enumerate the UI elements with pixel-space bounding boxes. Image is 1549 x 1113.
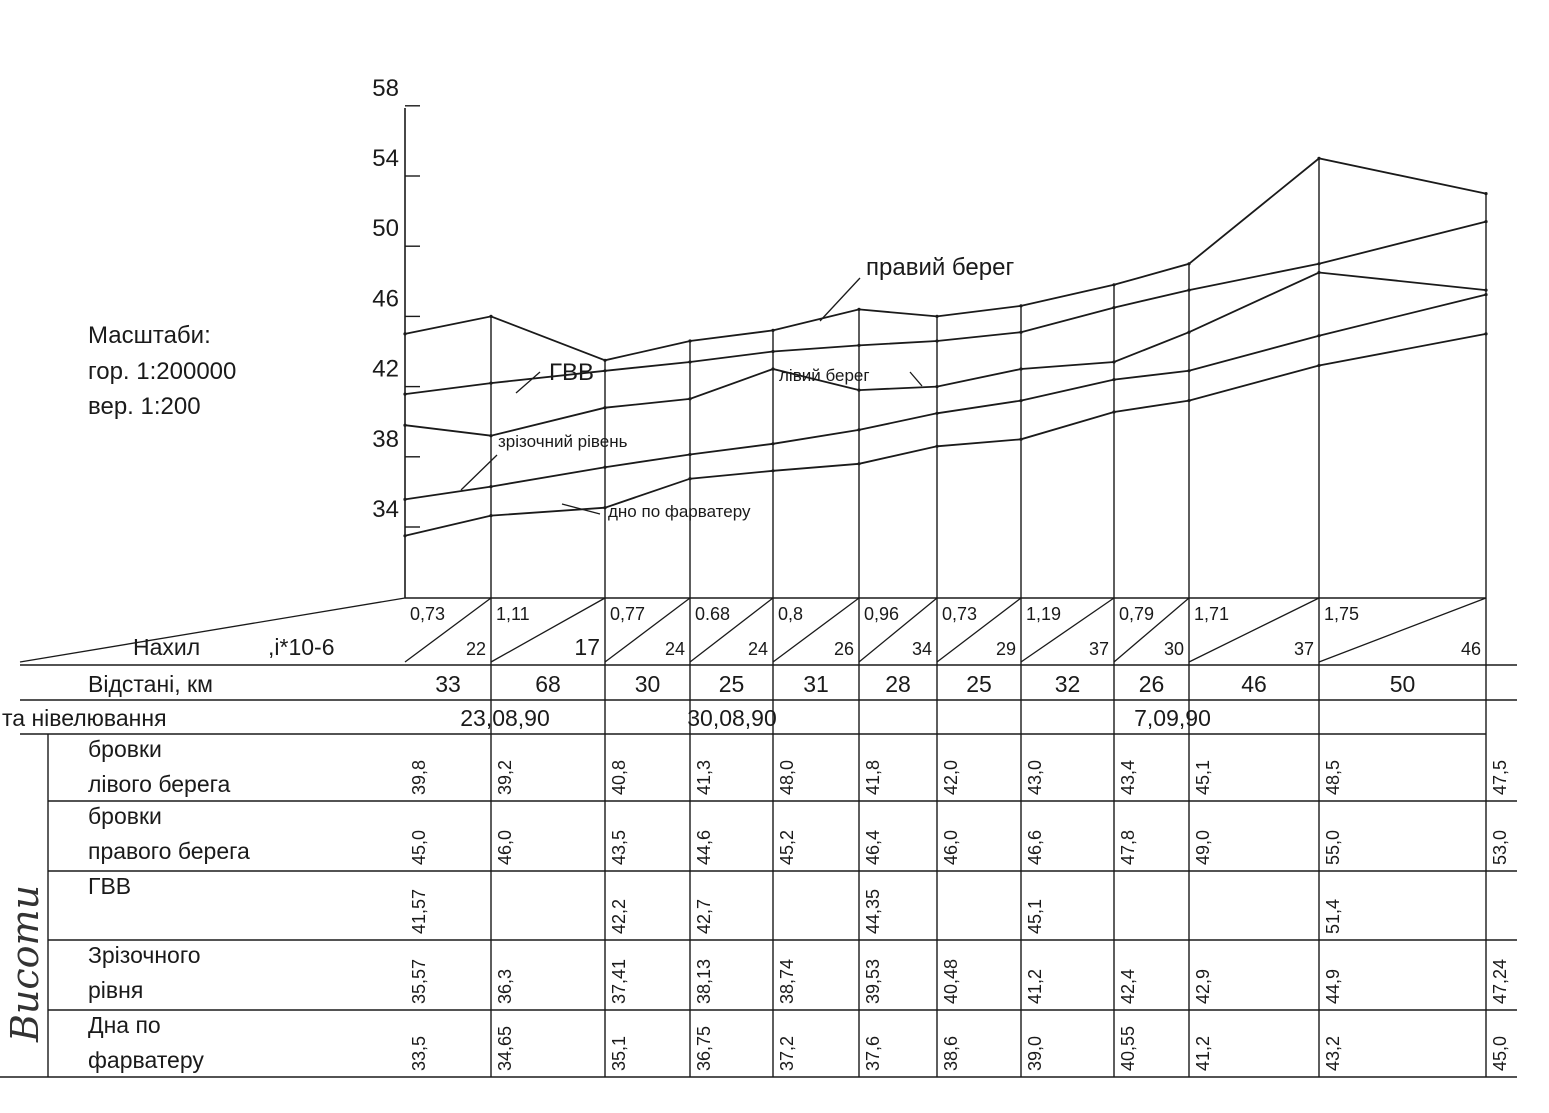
distance-value: 25: [966, 671, 992, 697]
series-point-gvv: [1019, 331, 1022, 334]
slope-length: 37: [1088, 639, 1109, 659]
heights-side-label: Висоти: [3, 884, 47, 1042]
series-point-cut_level: [1019, 399, 1022, 402]
slope-length: 24: [747, 639, 768, 659]
y-tick-label: 42: [372, 355, 399, 383]
slope-length: 37: [1293, 639, 1314, 659]
series-point-left_bank: [1187, 331, 1190, 334]
height-value: 41,57: [409, 888, 429, 934]
height-value: 43,5: [609, 829, 629, 865]
height-value: 34,65: [495, 1025, 515, 1071]
series-point-gvv: [1112, 306, 1115, 309]
series-point-right_bank: [935, 315, 938, 318]
date-value: 30,08,90: [687, 705, 777, 731]
height-value: 40,48: [941, 958, 961, 1004]
series-point-right_bank: [603, 359, 606, 362]
height-value: 46,0: [941, 829, 961, 865]
height-value: 39,53: [863, 958, 883, 1004]
series-point-left_bank: [489, 434, 492, 437]
series-point-right_bank: [1112, 283, 1115, 286]
slope-value: 0,96: [864, 604, 900, 624]
series-point-bottom: [1019, 438, 1022, 441]
height-value: 39,0: [1025, 1035, 1045, 1071]
series-point-gvv: [603, 369, 606, 372]
height-value: 42,2: [609, 898, 629, 934]
height-value: 41,3: [694, 759, 714, 795]
series-point-gvv: [1187, 289, 1190, 292]
height-value: 46,4: [863, 829, 883, 865]
height-row-label: бровки: [88, 736, 162, 762]
distance-value: 68: [535, 671, 561, 697]
height-value: 39,2: [495, 759, 515, 795]
slope-length: 22: [465, 639, 486, 659]
series-point-bottom: [1112, 410, 1115, 413]
height-value: 42,9: [1193, 968, 1213, 1004]
height-value: 45,1: [1025, 898, 1045, 934]
height-value: 38,6: [941, 1035, 961, 1071]
height-value: 41,2: [1025, 968, 1045, 1004]
series-point-bottom: [489, 514, 492, 517]
slope-length: 34: [911, 639, 932, 659]
height-value: 41,8: [863, 759, 883, 795]
series-point-left_bank: [1019, 367, 1022, 370]
series-point-bottom: [603, 506, 606, 509]
series-label-cut_level: зрізочний рівень: [498, 432, 628, 451]
series-point-cut_level: [603, 466, 606, 469]
distance-value: 25: [718, 671, 745, 697]
slope-value: 0,8: [778, 604, 804, 624]
height-value: 44,9: [1323, 968, 1343, 1004]
date-value: 23,08,90: [460, 705, 550, 731]
slope-value: 0,73: [410, 604, 446, 624]
height-value: 37,6: [863, 1035, 883, 1071]
series-line-cut_level: [405, 295, 1486, 500]
height-value: 51,4: [1323, 898, 1343, 934]
height-value: 44,6: [694, 829, 714, 865]
slope-unit: ,i*10-6: [268, 634, 335, 660]
slope-length: 30: [1163, 639, 1184, 659]
series-point-gvv: [403, 393, 406, 396]
height-value: 35,1: [609, 1035, 629, 1071]
height-row-label-line2: лівого берега: [88, 771, 231, 797]
series-point-cut_level: [1484, 293, 1487, 296]
series-point-right_bank: [403, 332, 406, 335]
series-lines: [403, 157, 1487, 538]
distance-value: 28: [885, 671, 911, 697]
height-value: 47,5: [1490, 759, 1510, 795]
series-label-bottom: дно по фарватеру: [608, 502, 751, 521]
series-point-gvv: [1484, 220, 1487, 223]
height-value: 37,2: [777, 1035, 797, 1071]
series-point-bottom: [688, 477, 691, 480]
height-value: 48,0: [777, 759, 797, 795]
distance-value: 50: [1389, 671, 1416, 697]
series-point-bottom: [935, 445, 938, 448]
series-point-cut_level: [1317, 334, 1320, 337]
series-point-right_bank: [1019, 304, 1022, 307]
series-label-right_bank: правий берег: [866, 254, 1015, 281]
height-value: 41,2: [1193, 1035, 1213, 1071]
height-row-label-line2: фарватеру: [88, 1047, 204, 1073]
height-value: 40,55: [1118, 1025, 1138, 1071]
height-value: 43,0: [1025, 759, 1045, 795]
height-value: 40,8: [609, 759, 629, 795]
height-value: 43,2: [1323, 1035, 1343, 1071]
height-value: 47,8: [1118, 829, 1138, 865]
date-label: та нівелювання: [2, 705, 167, 731]
slope-length: 24: [664, 639, 685, 659]
height-value: 45,1: [1193, 759, 1213, 795]
height-value: 45,0: [1490, 1035, 1510, 1071]
slope-value: 1,11: [496, 604, 530, 624]
height-value: 42,0: [941, 759, 961, 795]
series-point-right_bank: [1187, 262, 1190, 265]
slope-length: 26: [833, 639, 854, 659]
height-value: 55,0: [1323, 829, 1343, 865]
height-value: 42,7: [694, 898, 714, 934]
series-label-gvv: ГВВ: [549, 359, 595, 386]
height-value: 46,6: [1025, 829, 1045, 865]
slope-length: 46: [1460, 639, 1481, 659]
series-point-bottom: [771, 469, 774, 472]
y-tick-label: 38: [372, 425, 399, 453]
series-point-cut_level: [1187, 369, 1190, 372]
height-row-label: ГВВ: [88, 873, 132, 899]
height-value: 36,75: [694, 1025, 714, 1071]
scale-vertical: вер. 1:200: [88, 393, 201, 420]
label-leader: [516, 372, 540, 393]
series-point-left_bank: [1484, 289, 1487, 292]
height-value: 35,57: [409, 958, 429, 1004]
distance-value: 26: [1138, 671, 1165, 697]
series-point-cut_level: [403, 498, 406, 501]
series-point-left_bank: [857, 389, 860, 392]
height-row-label-line2: правого берега: [88, 838, 250, 864]
series-point-left_bank: [771, 367, 774, 370]
series-point-gvv: [857, 344, 860, 347]
slope-length: 17: [574, 634, 600, 660]
height-value: 38,74: [777, 958, 797, 1004]
distance-label: Відстані, км: [88, 671, 213, 697]
slope-label: Нахил: [133, 634, 201, 660]
series-label-left_bank: лівий берег: [779, 366, 870, 385]
y-tick-label: 50: [372, 215, 399, 243]
series-point-cut_level: [688, 453, 691, 456]
slope-diagonal-long: [20, 598, 405, 662]
scale-legend: [88, 322, 236, 420]
slope-value: 1,71: [1194, 604, 1230, 624]
series-point-right_bank: [1484, 192, 1487, 195]
series-point-cut_level: [857, 428, 860, 431]
slope-value: 0,79: [1119, 604, 1155, 624]
height-value: 43,4: [1118, 759, 1138, 795]
series-point-right_bank: [771, 329, 774, 332]
series-point-bottom: [403, 534, 406, 537]
distance-value: 30: [634, 671, 661, 697]
scale-horizontal: гор. 1:200000: [88, 358, 237, 385]
slope-length: 29: [995, 639, 1016, 659]
height-value: 37,41: [609, 958, 629, 1004]
slope-value: 0.68: [695, 604, 731, 624]
series-point-bottom: [1187, 399, 1190, 402]
distance-value: 33: [435, 671, 461, 697]
label-leader: [910, 372, 922, 386]
height-value: 42,4: [1118, 968, 1138, 1004]
slope-value: 0,73: [942, 604, 978, 624]
distance-value: 46: [1241, 671, 1267, 697]
height-value: 33,5: [409, 1035, 429, 1071]
height-value: 47,24: [1490, 958, 1510, 1004]
series-point-right_bank: [688, 339, 691, 342]
height-value: 44,35: [863, 888, 883, 934]
height-value: 48,5: [1323, 759, 1343, 795]
height-value: 38,13: [694, 958, 714, 1004]
slope-value: 1,19: [1026, 604, 1062, 624]
series-point-right_bank: [857, 308, 860, 311]
series-point-gvv: [771, 350, 774, 353]
series-point-bottom: [857, 462, 860, 465]
y-tick-label: 46: [372, 285, 399, 313]
series-point-left_bank: [688, 397, 691, 400]
series-point-left_bank: [603, 406, 606, 409]
y-tick-label: 58: [372, 74, 399, 102]
series-point-bottom: [1484, 332, 1487, 335]
height-value: 39,8: [409, 759, 429, 795]
series-point-cut_level: [1112, 378, 1115, 381]
series-point-right_bank: [489, 315, 492, 318]
distance-value: 31: [803, 671, 829, 697]
slope-value: 0,77: [610, 604, 646, 624]
series-point-bottom: [1317, 364, 1320, 367]
y-axis: [372, 75, 420, 598]
profile-table: [0, 598, 1517, 1077]
height-value: 46,0: [495, 829, 515, 865]
scale-title: Масштаби:: [88, 322, 211, 349]
y-tick-label: 54: [372, 145, 399, 172]
heights-side-caption: [3, 885, 47, 1043]
height-value: 53,0: [1490, 829, 1510, 865]
date-value: 7,09,90: [1134, 705, 1211, 731]
distance-value: 32: [1054, 671, 1081, 697]
series-point-gvv: [1317, 262, 1320, 265]
height-value: 45,2: [777, 829, 797, 865]
height-row-label-line2: рівня: [88, 977, 144, 1003]
y-tick-label: 34: [372, 496, 399, 523]
series-point-right_bank: [1317, 157, 1320, 160]
series-point-left_bank: [403, 424, 406, 427]
height-value: 45,0: [409, 829, 429, 865]
series-point-left_bank: [1317, 271, 1320, 274]
series-point-gvv: [935, 339, 938, 342]
series-point-gvv: [489, 382, 492, 385]
series-point-gvv: [688, 360, 691, 363]
height-row-label: Зрізочного: [88, 942, 201, 968]
height-row-label: Дна по: [88, 1012, 161, 1038]
series-point-left_bank: [1112, 360, 1115, 363]
series-point-cut_level: [771, 442, 774, 445]
height-value: 49,0: [1193, 829, 1213, 865]
series-point-cut_level: [935, 412, 938, 415]
height-row-label: бровки: [88, 803, 162, 829]
slope-value: 1,75: [1324, 604, 1360, 624]
series-point-left_bank: [935, 385, 938, 388]
height-value: 36,3: [495, 968, 515, 1004]
series-point-cut_level: [489, 485, 492, 488]
